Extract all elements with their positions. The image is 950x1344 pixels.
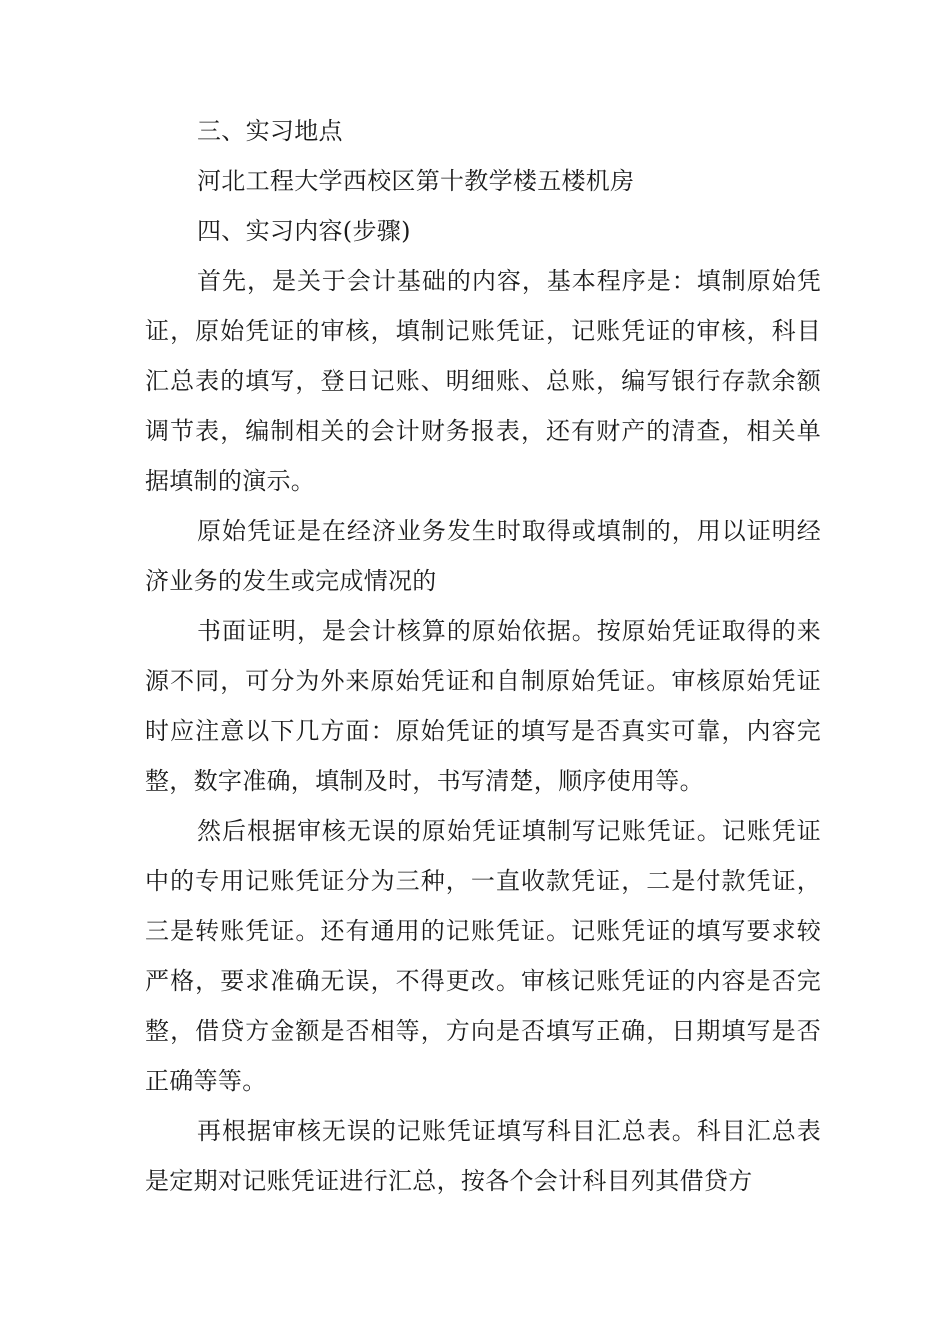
paragraph-basic-procedure: 首先，是关于会计基础的内容，基本程序是：填制原始凭证，原始凭证的审核，填制记账凭证，记账凭证的审核，科目汇总表的填写，登日记账、明细账、总账，编写银行存款余额调节表，编制相关的会计财务报表，还有财产的清查，相关单据填制的演示。 [145,267,821,495]
paragraph-accounting-voucher: 然后根据审核无误的原始凭证填制写记账凭证。记账凭证中的专用记账凭证分为三种，一直收款凭证，二是付款凭证，三是转账凭证。还有通用的记账凭证。记账凭证的填写要求较严格，要求准确无误，不得更改。审核记账凭证的内容是否完整，借贷方金额是否相等，方向是否填写正确，日期填写是否正确等等。 [145,817,821,1095]
document-body [145,106,821,1206]
paragraph-location: 河北工程大学西校区第十教学楼五楼机房 [197,167,635,195]
section-heading-location: 三、实习地点 [197,117,343,145]
paragraph-summary-table: 再根据审核无误的记账凭证填写科目汇总表。科目汇总表是定期对记账凭证进行汇总，按各个会计科目列其借贷方 [145,1117,821,1195]
paragraph-original-voucher-definition: 原始凭证是在经济业务发生时取得或填制的，用以证明经济业务的发生或完成情况的 [145,517,821,595]
paragraph-original-voucher-audit: 书面证明，是会计核算的原始依据。按原始凭证取得的来源不同，可分为外来原始凭证和自制原始凭证。审核原始凭证时应注意以下几方面：原始凭证的填写是否真实可靠，内容完整，数字准确，填制及时，书写清楚，顺序使用等。 [145,617,821,795]
section-heading-content: 四、实习内容(步骤) [197,217,411,245]
